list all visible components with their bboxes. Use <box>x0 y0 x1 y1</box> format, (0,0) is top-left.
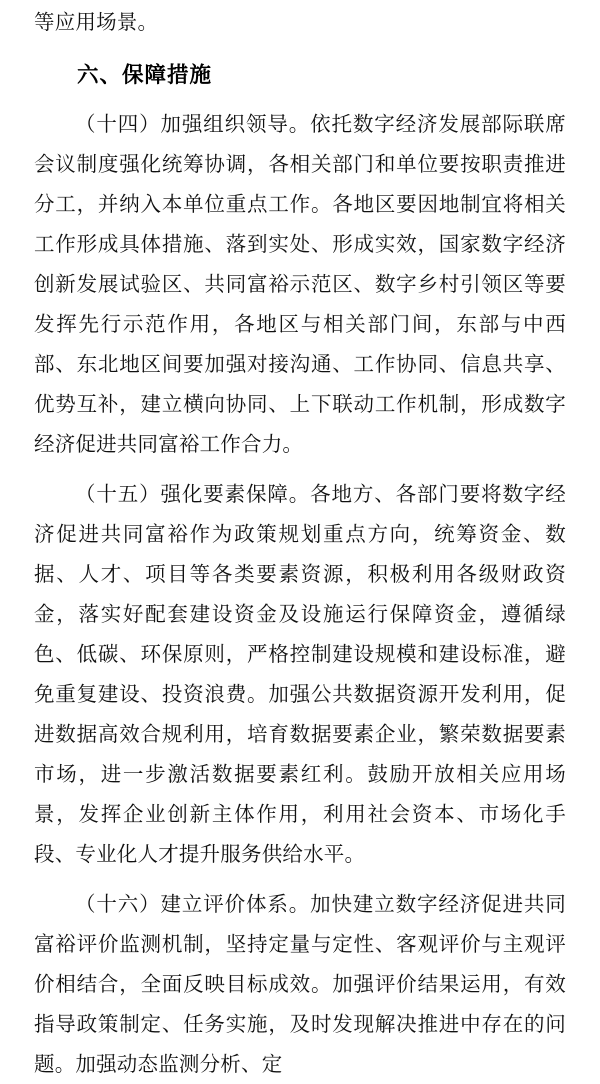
paragraph-item-16: （十六）建立评价体系。加快建立数字经济促进共同富裕评价监测机制，坚持定量与定性、客观评价与主观评价相结合，全面反映目标成效。加强评价结果运用，有效指导政策制定、任务实施，及时发现解决推进中存在的问题。加强动态监测分析、定 <box>34 892 566 1076</box>
paragraph-item-14: （十四）加强组织领导。依托数字经济发展部际联席会议制度强化统筹协调，各相关部门和单位要按职责推进分工，并纳入本单位重点工作。各地区要因地制宜将相关工作形成具体措施、落到实处、形成实效，国家数字经济创新发展试验区、共同富裕示范区、数字乡村引领区等要发挥先行示范作用，各地区与相关部门间，东部与中西部、东北地区间要加强对接沟通、工作协同、信息共享、优势互补，建立横向协同、上下联动工作机制，形成数字经济促进共同富裕工作合力。 <box>34 112 566 456</box>
paragraph-item-15: （十五）强化要素保障。各地方、各部门要将数字经济促进共同富裕作为政策规划重点方向，统筹资金、数据、人才、项目等各类要素资源，积极利用各级财政资金，落实好配套建设资金及设施运行保障资金，遵循绿色、低碳、环保原则，严格控制建设规模和建设标准，避免重复建设、投资浪费。加强公共数据资源开发利用，促进数据高效合规利用，培育数据要素企业，繁荣数据要素市场，进一步激活数据要素红利。鼓励开放相关应用场景，发挥企业创新主体作用，利用社会资本、市场化手段、专业化人才提升服务供给水平。 <box>34 482 566 866</box>
section-heading-six: 六、保障措施 <box>77 63 213 88</box>
paragraph-spacer <box>34 874 566 884</box>
paragraph-spacer <box>34 464 566 474</box>
document-body <box>34 0 566 1084</box>
continued-text-line: 等应用场景。 <box>34 10 159 34</box>
